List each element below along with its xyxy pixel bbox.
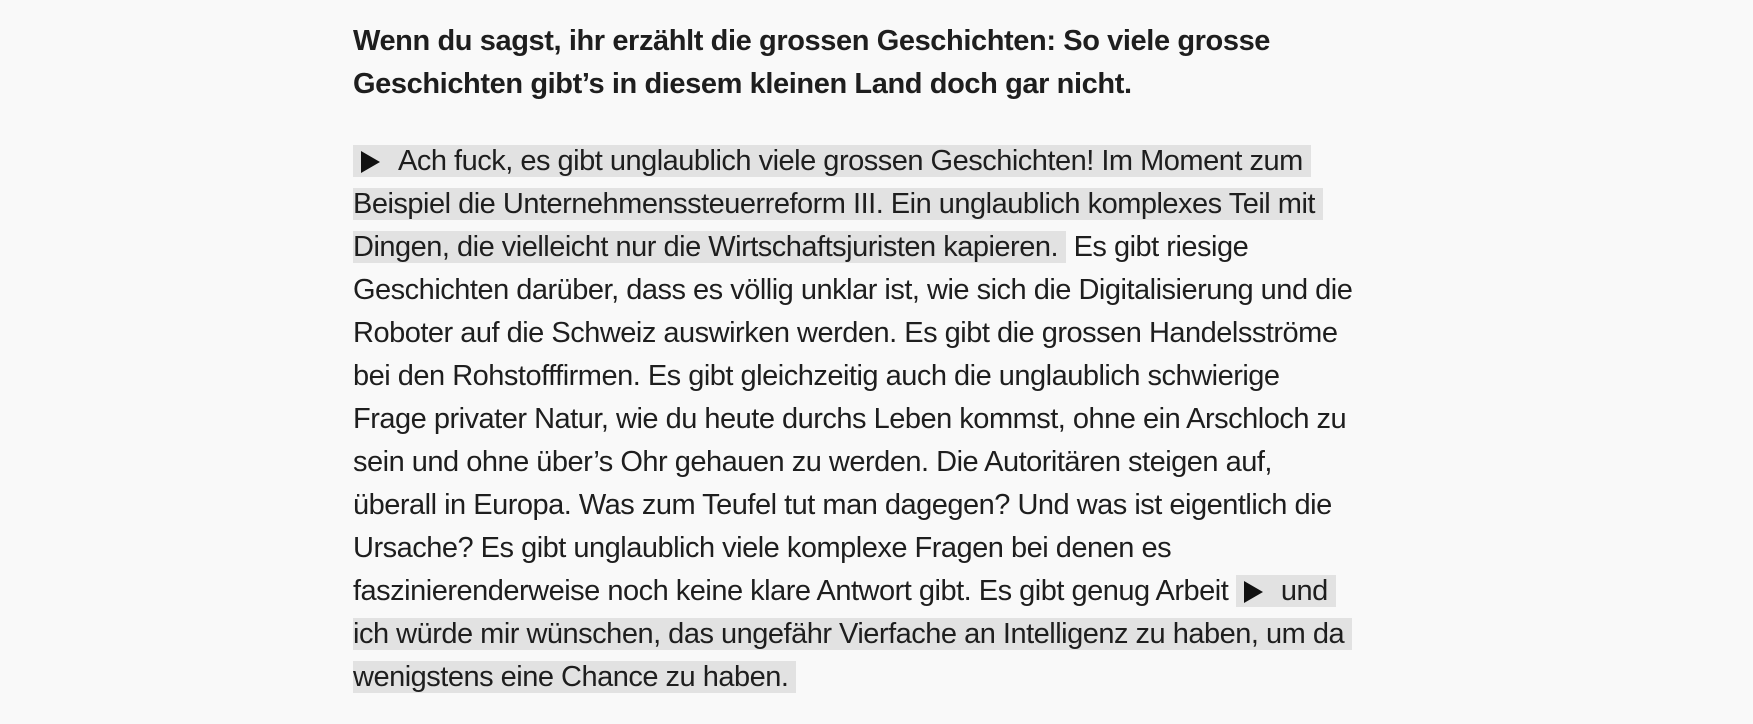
answer-text: Es gibt riesige Geschichten darüber, dass es völlig unklar ist, wie sich die Digitalisierung und die Roboter auf die Schweiz auswirken werden. Es gibt die grossen Handelsströme bei den Rohstofffirmen. Es gibt gleichzeitig auch die unglaublich schwierige Frage privater Natur, wie du heute durchs Leben kommst, ohne ein Arschloch zu sein und ohne über’s Ohr gehauen zu werden. Die Autoritären steigen auf, überall in Europa. Was zum Teufel tut man dagegen? Und was ist eigentlich die Ursache? Es gibt unglaublich viele komplexe Fragen bei denen es faszinierenderweise noch keine klare Antwort gibt. Es gibt genug Arbeit	[353, 231, 1353, 607]
play-icon[interactable]	[361, 151, 380, 173]
play-icon[interactable]	[1244, 581, 1263, 603]
audio-clip-1-text: Ach fuck, es gibt unglaublich viele grossen Geschichten! Im Moment zum Beispiel die Unternehmenssteuerreform III. Ein unglaublich komplexes Teil mit Dingen, die vielleicht nur die Wirtschaftsjuristen kapieren.	[353, 145, 1315, 263]
article-body	[353, 20, 1353, 699]
audio-clip-2-text: und ich würde mir wünschen, das ungefähr Vierfache an Intelligenz zu haben, um da wenigstens eine Chance zu haben.	[353, 575, 1345, 693]
interview-answer	[353, 140, 1353, 699]
interview-question: Wenn du sagst, ihr erzählt die grossen Geschichten: So viele grosse Geschichten gibt’s in diesem kleinen Land doch gar nicht.	[353, 25, 1271, 100]
